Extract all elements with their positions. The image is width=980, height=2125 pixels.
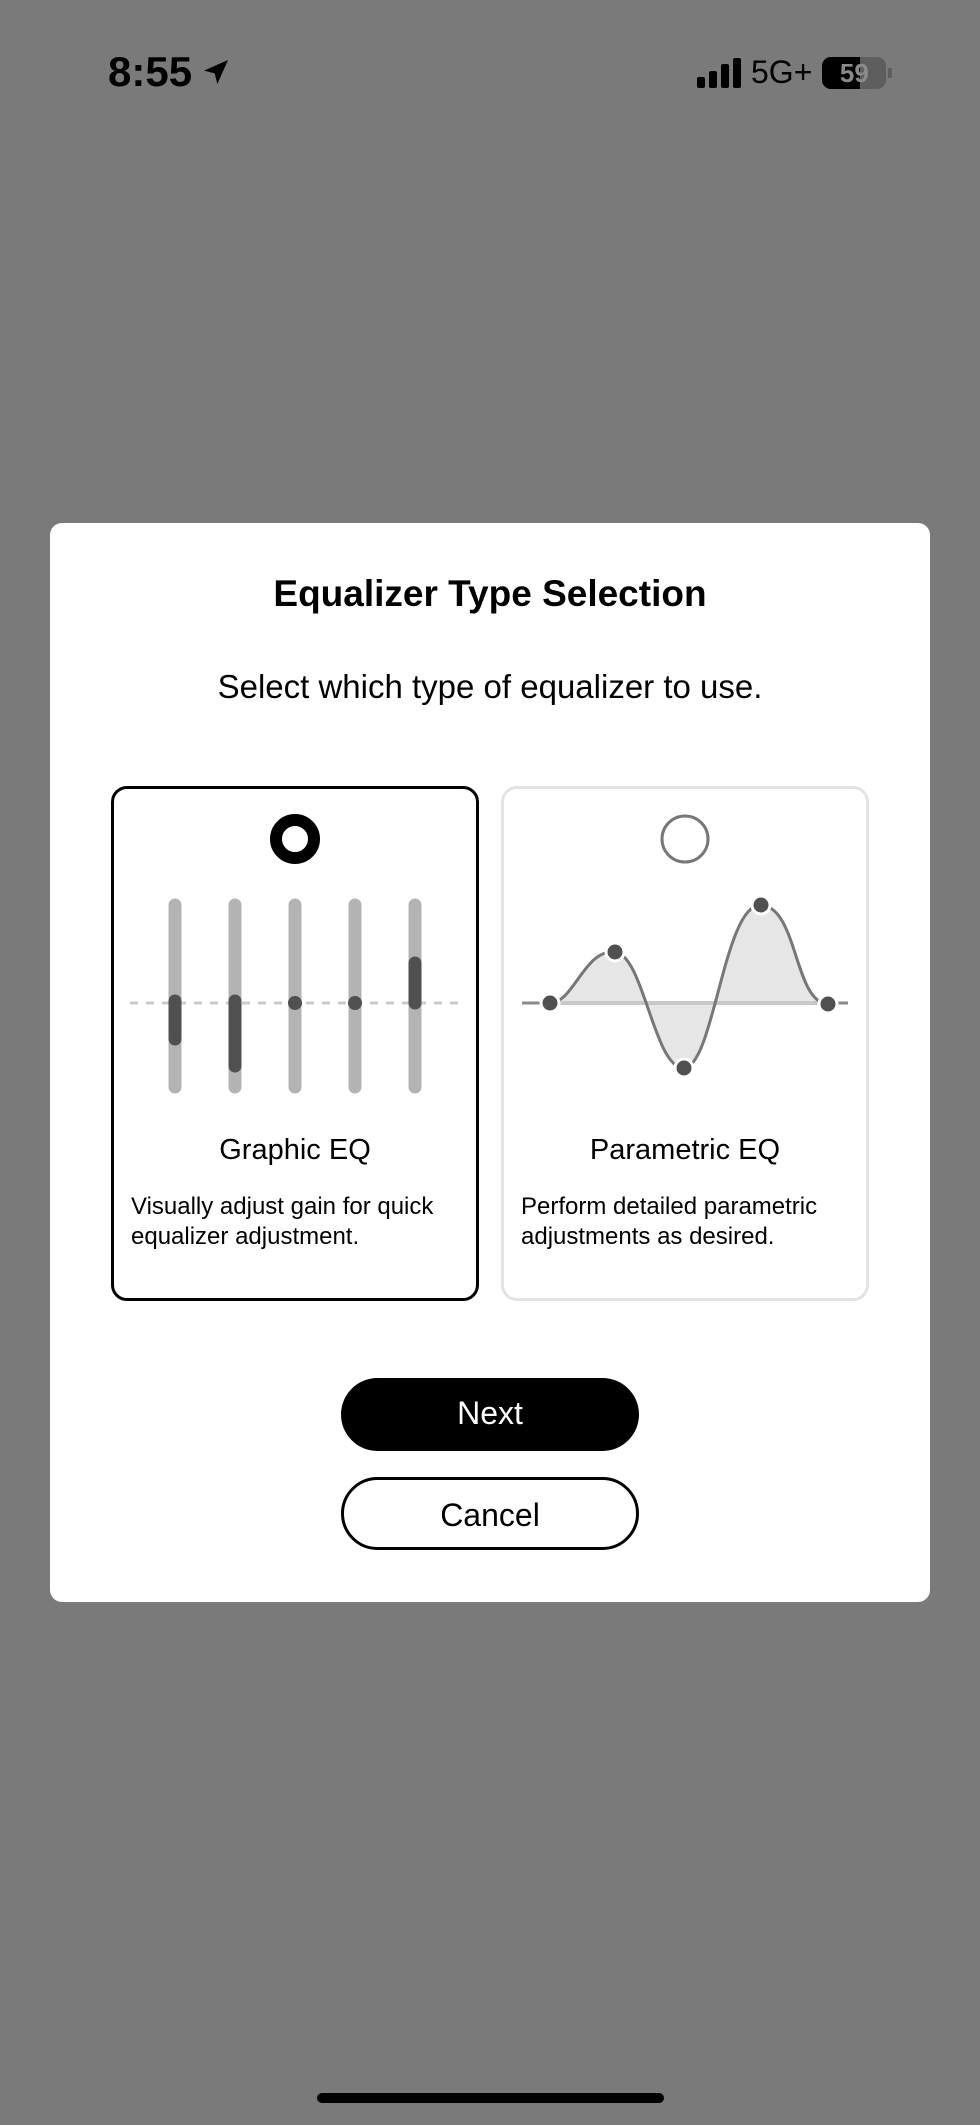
option-title: Parametric EQ — [589, 1134, 781, 1166]
battery-tip — [888, 68, 892, 78]
next-button[interactable]: Next — [341, 1378, 639, 1451]
signal-icon — [697, 58, 741, 88]
location-arrow-icon — [200, 56, 232, 88]
equalizer-type-dialog — [50, 523, 930, 1602]
network-type: 5G+ — [751, 54, 813, 90]
battery-icon — [822, 57, 886, 89]
graphic-eq-option[interactable] — [111, 786, 479, 1301]
time-text: 8:55 — [108, 48, 193, 95]
dialog-subtitle: Select which type of equalizer to use. — [217, 668, 763, 705]
parametric-eq-option[interactable] — [501, 786, 869, 1301]
cancel-button[interactable]: Cancel — [341, 1477, 639, 1550]
radio-unselected-icon — [662, 816, 708, 862]
status-time — [108, 48, 232, 96]
radio-selected-icon — [276, 820, 314, 858]
option-description: Perform detailed parametric adjustments as desired. — [521, 1193, 818, 1250]
battery-level: 59 — [839, 57, 869, 88]
status-indicators — [697, 54, 892, 91]
option-title: Graphic EQ — [219, 1134, 371, 1166]
home-indicator[interactable] — [317, 2093, 664, 2103]
dialog-title: Equalizer Type Selection — [273, 573, 707, 614]
option-description: Visually adjust gain for quick equalizer adjustment. — [131, 1193, 434, 1250]
